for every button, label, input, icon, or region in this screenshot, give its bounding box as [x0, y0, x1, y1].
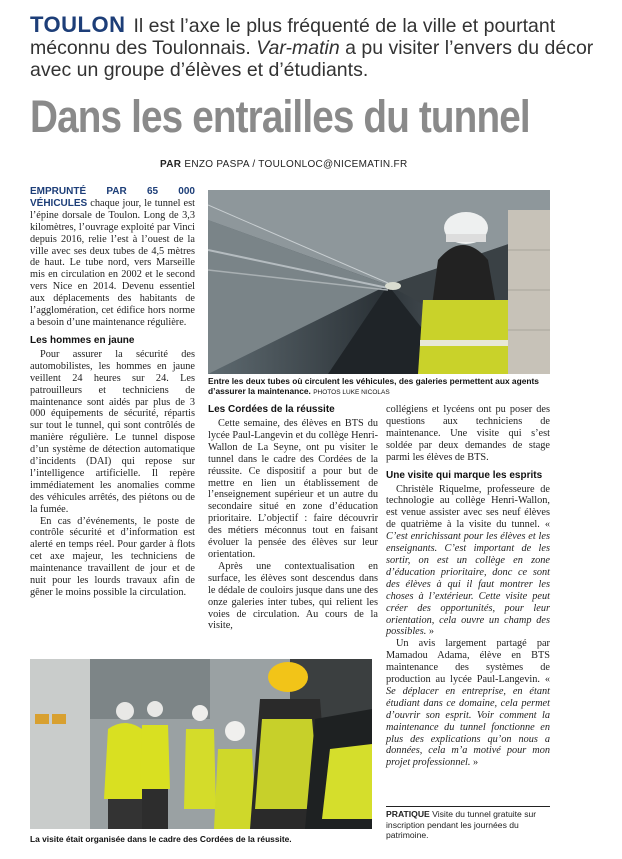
- pratique-label: PRATIQUE: [386, 809, 430, 819]
- caption-top-photo: [208, 376, 550, 398]
- byline-author: ENZO PASPA / TOULONLOC@NICEMATIN.FR: [184, 159, 408, 170]
- visit-group-illustration: [30, 659, 372, 829]
- quote-text: C’est enrichissant pour les élèves et les enseignants. C’est important de les sortir, on est un collège en zone d’éducation prioritaire, donc ce sont des élèves à qui il faut montrer les choses à l’extérieur. Cette visite peut créer des opportunités, pour leur orientation, cela ouvre un champ des possibles.: [386, 531, 550, 638]
- kicker-text-2: a pu visiter l’envers du décor avec un groupe d’élèves et d’étudiants.: [30, 37, 594, 81]
- lead-caps: EMPRUNTÉ PAR 65 000 VÉHICULES: [30, 186, 195, 209]
- student-foreground: [305, 709, 372, 829]
- quote-intro: Un avis largement partagé par Mamadou Adama, élève en BTS maintenance des systèmes de production au lycée Paul-Langevin. «: [386, 638, 550, 686]
- byline-par: PAR: [160, 159, 182, 170]
- subhead-cordees: Les Cordées de la réussite: [208, 404, 335, 415]
- quote-paragraph-teacher: [386, 484, 550, 639]
- lead-text: chaque jour, le tunnel est l’épine dorsale de Toulon. Long de 3,3 kilomètres, l’ouvrage exploité par Vinci depuis 2016, relie l’est à l’ouest de la ville avec ses deux tubes de 4,5 mètres de haut. Le tube nord, vers Marseille mis en circulation en 2002 et le second vers Nice en 2014. Devenu essentiel aux déplacements des habitants de l’agglomération, cet édifice hors norme a besoin d’une maintenance régulière.: [30, 197, 195, 328]
- headline: Dans les entrailles du tunnel: [30, 91, 530, 142]
- kicker: [30, 14, 610, 81]
- paragraph: Cette semaine, des élèves en BTS du lycée Paul-Langevin et du collège Henri-Wallon de La Seyne, ont pu visiter le tunnel dans le cadre des Cordées de la réussite. Ce dispositif a pour but de mettre en lien un établissement de l’enseignement supérieur et un autre du secondaire situé en zone d’éducation prioritaire. L’objectif : faire découvrir des métiers méconnus tout en faisant évoluer la pensée des élèves sur leur orientation.: [208, 418, 378, 560]
- electrical-cabinet: [30, 659, 90, 829]
- subhead-visite: Une visite qui marque les esprits: [386, 469, 543, 481]
- column-3: [386, 404, 550, 769]
- city-label: TOULON: [30, 12, 126, 37]
- lead-paragraph: [30, 186, 195, 329]
- column-2: [208, 404, 378, 632]
- quote-text: Se déplacer en entreprise, en étant étudiant dans ce domaine, cela permet d’ouvrir son esprit. Voir comment la maintenance du tunnel fonctionne en plus des explications qu’on nous a données, cela m’a motivé pour mon projet professionnel.: [386, 685, 550, 769]
- quote-intro: Christèle Riquelme, professeure de technologie au collège Henri-Wallon, est venue assister avec ses neuf élèves de quatrième à la visite du tunnel. «: [386, 483, 550, 531]
- paragraph: Après une contextualisation en surface, les élèves sont descendus dans le dédale de couloirs jusque dans une des onze galeries inter tubes, qui relient les voies de circulation. Au cours de la visite,: [208, 560, 378, 632]
- paragraph: Pour assurer la sécurité des automobilistes, les hommes en jaune veillent 24 heures sur 24. Les patrouilleurs et techniciens de maintenance sont aidés par plus de 3 000 équipements de sécurité, répartis sur tout le tunnel, qui sont contrôlés de manière régulière. Le tunnel dispose d’un système de détection automatique d’incidents (DAI) qui repose sur l’intelligence artificielle. Il repère immédiatement les anomalies comme des véhicules arrêtés, des piétons ou de la fumée.: [30, 348, 195, 515]
- photo-tunnel-gallery: [208, 190, 550, 374]
- caption-bottom-photo: La visite était organisée dans le cadre des Cordées de la réussite.: [30, 834, 292, 844]
- pratique-text: Visite du tunnel gratuite sur inscription pendant les journées du patrimoine.: [386, 809, 537, 841]
- quote-paragraph-student: [386, 638, 550, 769]
- byline: [160, 159, 407, 170]
- pratique-box: [386, 806, 550, 841]
- subhead-hommes-en-jaune: Les hommes en jaune: [30, 334, 135, 346]
- tunnel-gallery-illustration: [208, 190, 550, 374]
- caption-top-text: Entre les deux tubes où circulent les véhicules, des galeries permettent aux agents d’assurer la maintenance.: [208, 376, 539, 396]
- right-duct: [508, 210, 550, 374]
- photo-credit: PHOTOS LUKE NICOLAS: [313, 389, 390, 396]
- kicker-publication: Var-matin: [256, 37, 340, 59]
- paragraph: collégiens et lycéens ont pu poser des questions aux techniciens de maintenance. Une visite qui s’est soldée par deux demandes de stage parmi les élèves de BTS.: [386, 404, 550, 463]
- paragraph: En cas d’événements, le poste de contrôle sécurité et d’information est alerté en temps réel. Pour garder à flots cet axe majeur, les techniciens de maintenance travaillent de jour et de nuit pour les lourds travaux afin de gêner le moins possible la circulation.: [30, 515, 195, 598]
- kicker-text-1: Il est l’axe le plus fréquenté de la ville et pourtant méconnu des Toulonnais.: [30, 15, 556, 59]
- photo-visit-group: [30, 659, 372, 829]
- column-1: [30, 186, 195, 599]
- quote-close: »: [470, 757, 479, 769]
- quote-close: »: [426, 626, 435, 638]
